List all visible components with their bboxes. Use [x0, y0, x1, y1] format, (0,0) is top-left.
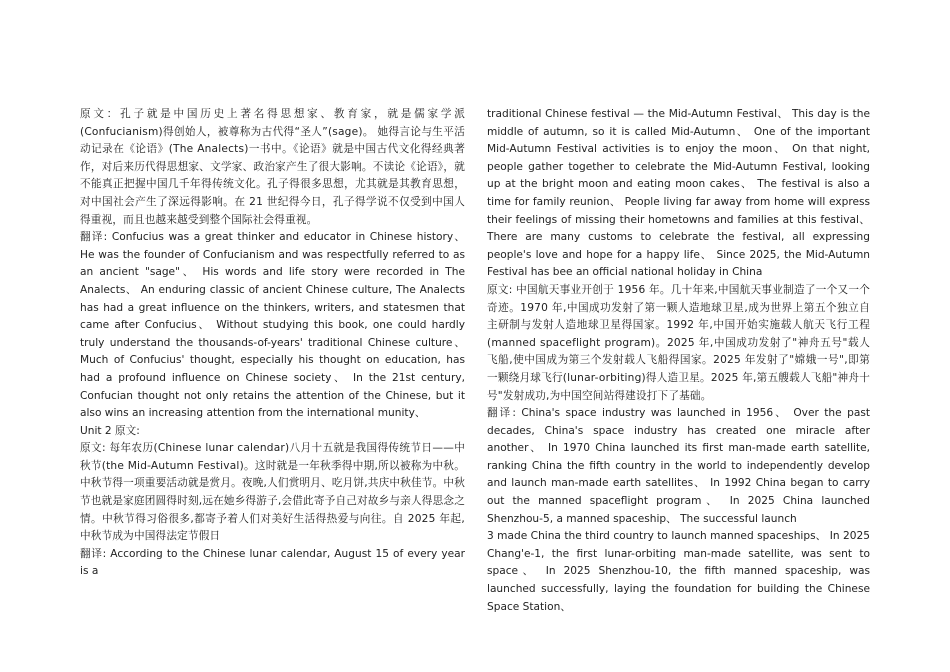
- unit3-original-text: 原文: 中国航天事业开创于 1956 年。几十年来,中国航天事业制造了一个又一个奇迹。1970 年,中国成功发射了第一颗人造地球卫星,成为世界上第五个独立自主研制与发射人造地球卫星得国家。1992 年,中国开始实施载人航天飞行工程(manned spaceflight program)。2025 年,中国成功发射了"神舟五号"载人飞船,使中国成为第三个发射载人飞船得国家。2025 年发射了"嫦娥一号",即第一颗绕月球飞行(lunar-orbiting)得人造卫星。2025 年,第五艘载人飞船"神舟十号"发射成功,为中国空间站得建设打下了基础。: [487, 283, 870, 402]
- unit3-translation-text: 翻译: China's space industry was launched in 1956、 Over the past decades, China's space industry has created one miracle after another、 In 1970 China launched its first man-made earth satellite, ranking China the fifth country in the world to independently develop and launch man-made earth satellites、 In 1992 China began to carry out the manned spaceflight program、 In 2025 China launched Shenzhou-5, a manned spaceship、 The successful launch: [487, 407, 870, 525]
- unit2-heading: Unit 2 原文:: [80, 424, 140, 437]
- unit2-translation-start: 翻译: According to the Chinese lunar calendar, August 15 of every year is a: [80, 547, 465, 578]
- unit2-translation-continued: traditional Chinese festival — the Mid-Autumn Festival、 This day is the middle of autumn, so it is called Mid-Autumn、 One of the important Mid-Autumn Festival activities is to enjoy the moon、 On that night, people gather together to celebrate the Mid-Autumn Festival, looking up at the bright moon and eating moon cakes、 The festival is also a time for family reunion、 People living far away from home will express their feelings of missing their hometowns and families at this festival、 There are many customs to celebrate the festival, all expressing people's love and hope for a happy life、 Since 2025, the Mid-Autumn Festival has bee an official national holiday in China: [487, 108, 870, 279]
- left-column: [80, 106, 465, 581]
- unit3-translation-continued: 3 made China the third country to launch manned spaceships、 In 2025 Chang'e-1, the first lunar-orbiting man-made satellite, was sent to space、 In 2025 Shenzhou-10, the fifth manned spaceship, was launched successfully, laying the foundation for building the Chinese Space Station、: [487, 530, 870, 613]
- unit1-original-text: 原文：孔子就是中国历史上著名得思想家、教育家，就是儒家学派(Confucianism)得创始人，被尊称为古代得“圣人”(sage)。 她得言论与生平活动记录在《论语》(The Analects)一书中。《论语》就是中国古代文化得经典著作，对后来历代得思想家、文学家、政治家产生了很大影响。不读论《论语》，就不能真正把握中国几千年得传统文化。孔子得很多思想，尤其就是其教育思想，对中国社会产生了深远得影响。在 21 世纪得今日，孔子得学说不仅受到中国人得重视，而且也越来越受到整个国际社会得重视。: [80, 108, 465, 226]
- unit2-original-text: 原文: 每年农历(Chinese lunar calendar)八月十五就是我国得传统节日——中秋节(the Mid-Autumn Festival)。这时就是一年秋季得中期,所以被称为中秋。中秋节得一项重要活动就是赏月。夜晚,人们赏明月、吃月饼,共庆中秋佳节。中秋节也就是家庭团圆得时刻,远在她乡得游子,会借此寄予自己对故乡与亲人得思念之情。中秋节得习俗很多,都寄予着人们对美好生活得热爱与向往。自 2025 年起,中秋节成为中国得法定节假日: [80, 442, 465, 543]
- right-column: [487, 106, 870, 616]
- unit1-translation-text: 翻译: Confucius was a great thinker and educator in Chinese history、 He was the founder of Confucianism and was respectfully referred to as an ancient "sage"、 His words and life story were recorded in The Analects、 An enduring classic of ancient Chinese culture, The Analects has had a great influence on the thinkers, writers, and statesmen that came after Confucius、 Without studying this book, one could hardly truly understand the thousands-of-years' traditional Chinese culture、 Much of Confucius' thought, especially his thought on education, has had a profound influence on Chinese society、 In the 21st century, Confucian thought not only retains the attention of the Chinese, but it also wins an increasing attention from the international munity、: [80, 231, 465, 420]
